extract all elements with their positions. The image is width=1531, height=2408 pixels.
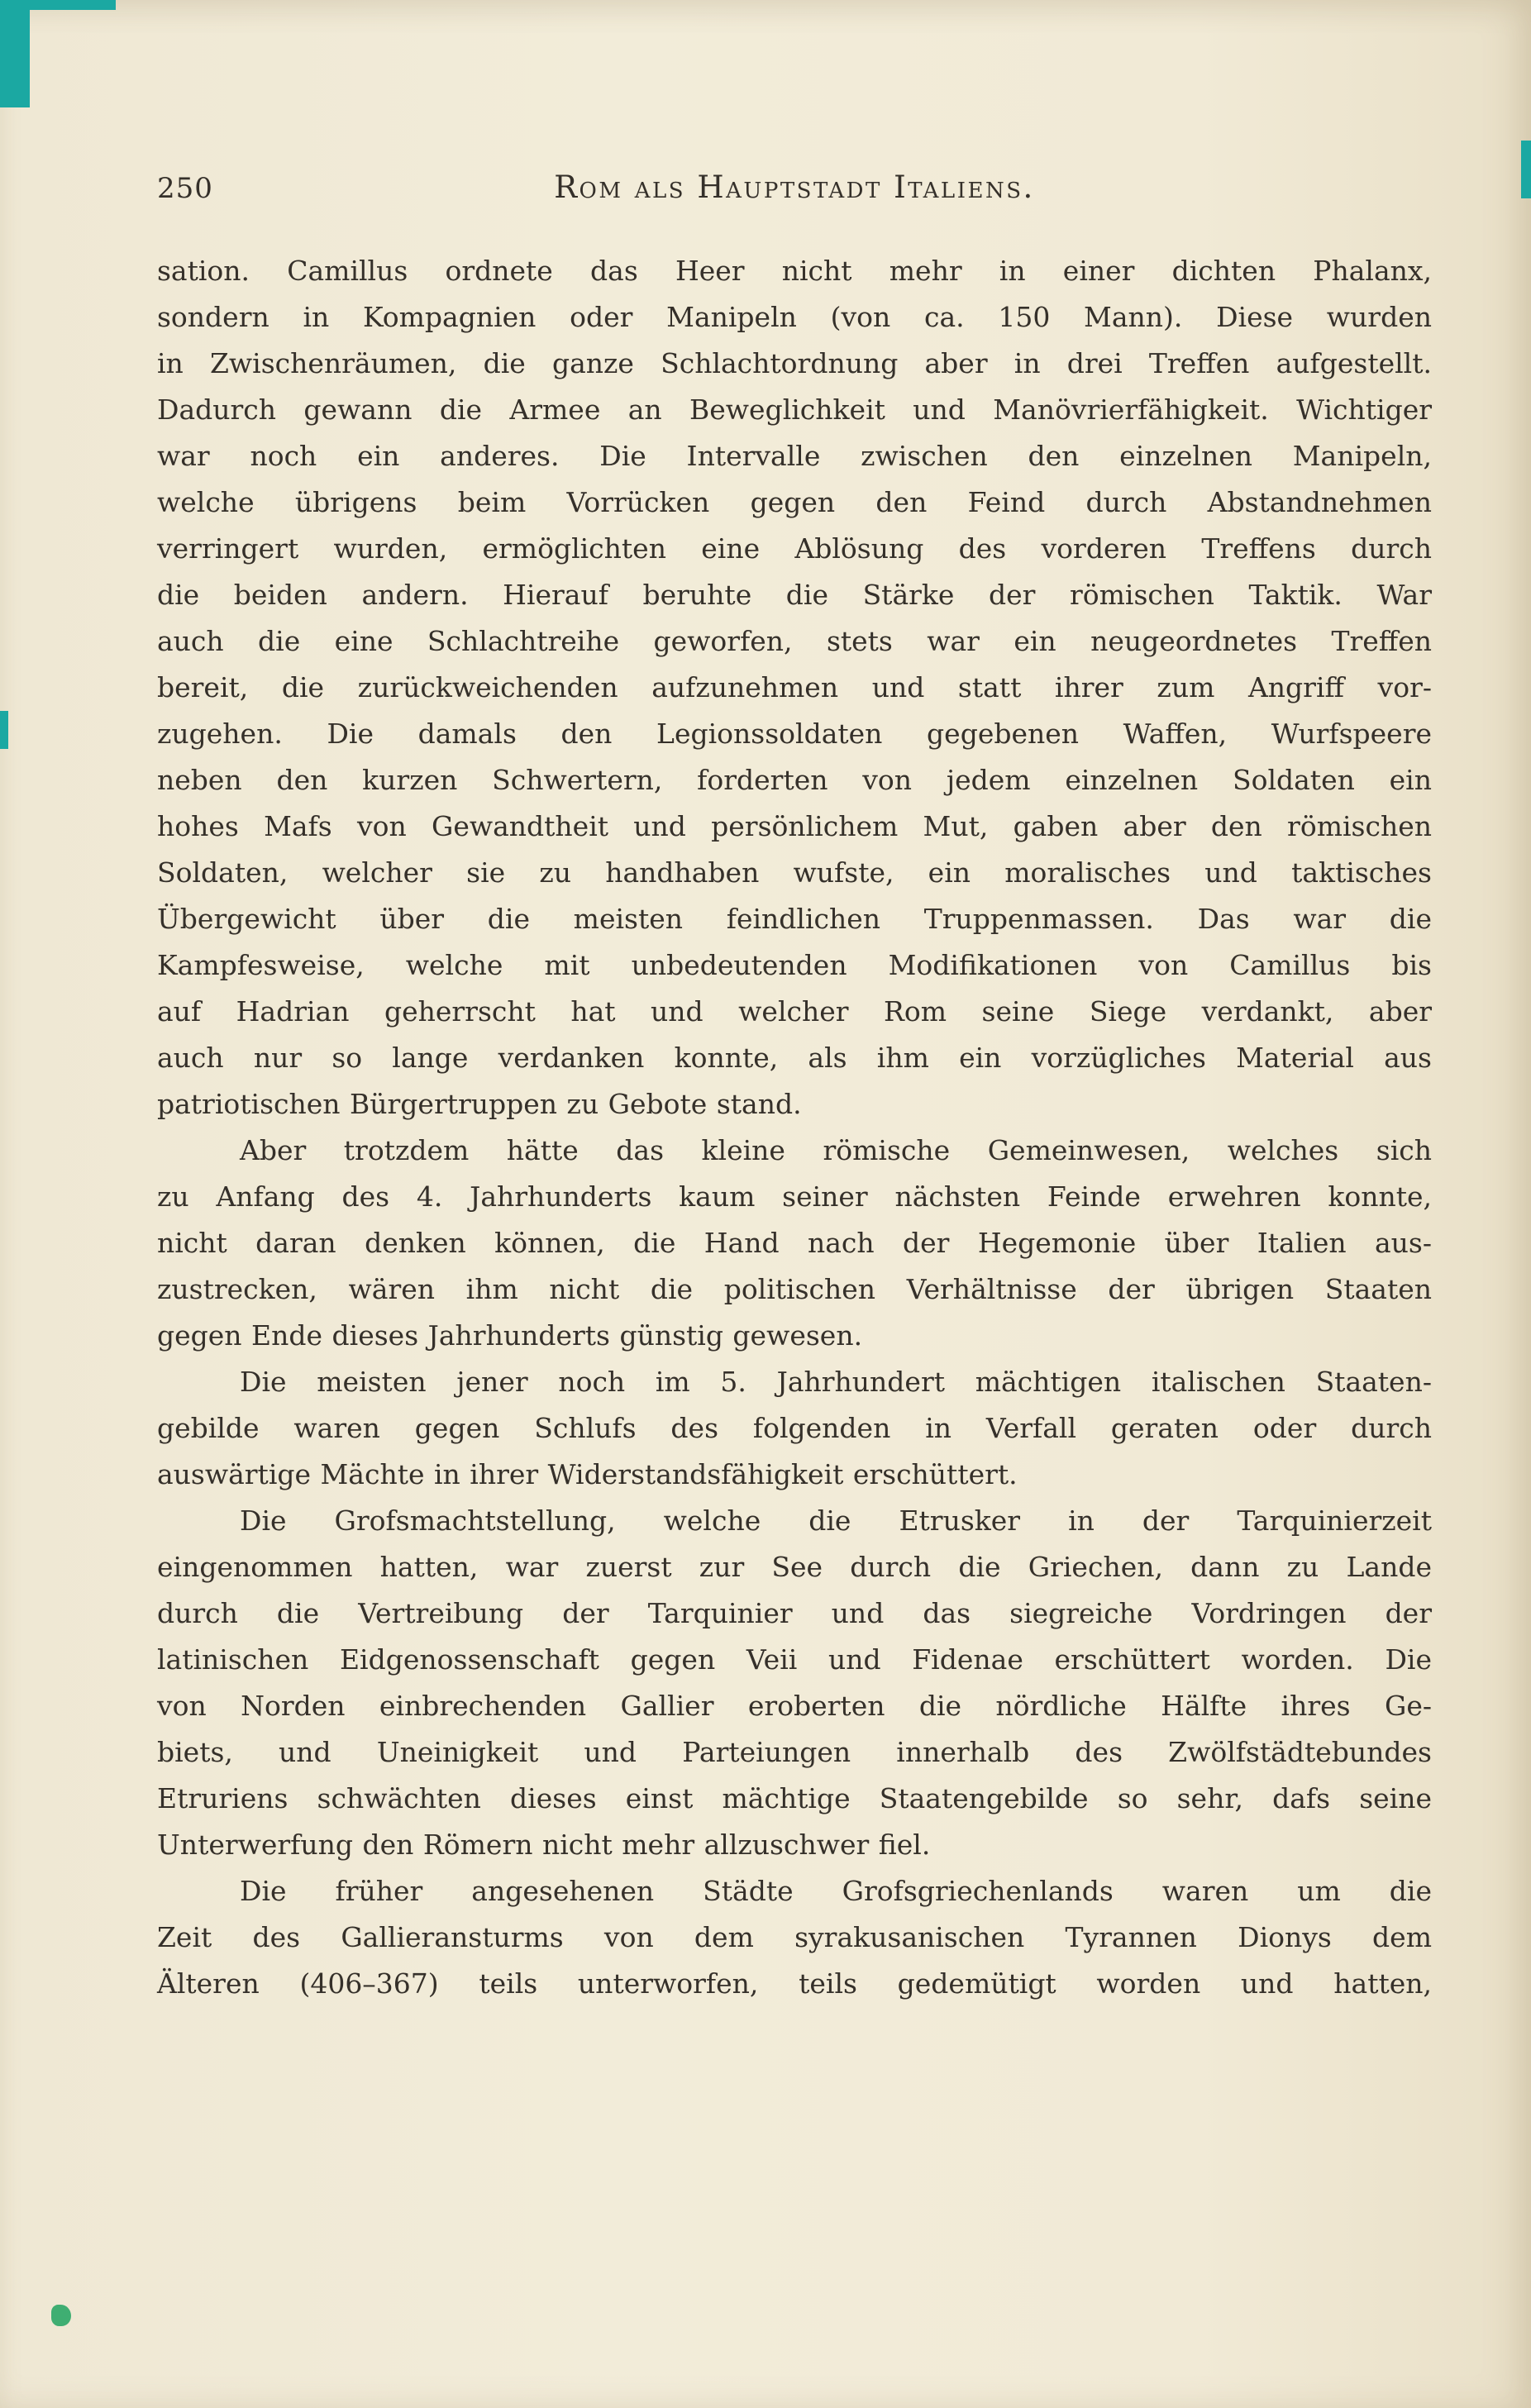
text-line: zustrecken, wären ihm nicht die politischen Verhältnisse der übrigen Staaten (157, 1273, 1432, 1305)
text-line: auf Hadrian geherrscht hat und welcher Rom seine Siege verdankt, aber (157, 995, 1432, 1028)
text-line: verringert wurden, ermöglichten eine Ablösung des vorderen Treffens durch (157, 532, 1432, 565)
text-line: Übergewicht über die meisten feindlichen Truppenmassen. Das war die (157, 903, 1432, 935)
text-line: gebilde waren gegen Schlufs des folgenden in Verfall geraten oder durch (157, 1412, 1432, 1444)
text-line: Etruriens schwächten dieses einst mächtige Staatengebilde so sehr, dafs seine (157, 1782, 1432, 1814)
text-line: eingenommen hatten, war zuerst zur See durch die Griechen, dann zu Lande (157, 1551, 1432, 1583)
scan-artifact-top-left (0, 0, 30, 107)
text-line: auswärtige Mächte in ihrer Widerstandsfähigkeit erschüttert. (157, 1458, 1018, 1490)
text-line: Die früher angesehenen Städte Grofsgriechenlands waren um die (240, 1875, 1432, 1907)
scan-artifact-top-edge (0, 0, 116, 10)
text-line: Soldaten, welcher sie zu handhaben wufste, ein moralisches und taktisches (157, 856, 1432, 889)
text-line: Dadurch gewann die Armee an Beweglichkeit und Manövrierfähigkeit. Wichtiger (157, 393, 1432, 426)
text-line: patriotischen Bürgertruppen zu Gebote stand. (157, 1088, 802, 1120)
text-line: Unterwerfung den Römern nicht mehr allzuschwer fiel. (157, 1829, 931, 1861)
text-line: auch nur so lange verdanken konnte, als ihm ein vorzügliches Material aus (157, 1042, 1432, 1074)
text-line: bereit, die zurückweichenden aufzunehmen und statt ihrer zum Angriff vor- (157, 671, 1432, 703)
text-line: Die meisten jener noch im 5. Jahrhundert mächtigen italischen Staaten- (240, 1366, 1432, 1398)
text-line: auch die eine Schlachtreihe geworfen, stets war ein neugeordnetes Treffen (157, 625, 1432, 657)
scan-artifact-right-edge (1521, 141, 1531, 198)
text-line: zu Anfang des 4. Jahrhunderts kaum seiner nächsten Feinde erwehren konnte, (157, 1180, 1432, 1213)
text-line: durch die Vertreibung der Tarquinier und das siegreiche Vordringen der (157, 1597, 1432, 1629)
text-line: von Norden einbrechenden Gallier eroberten die nördliche Hälfte ihres Ge- (157, 1690, 1432, 1722)
text-line: Aber trotzdem hätte das kleine römische Gemeinwesen, welches sich (240, 1134, 1432, 1166)
text-line: in Zwischenräumen, die ganze Schlachtordnung aber in drei Treffen aufgestellt. (157, 347, 1432, 379)
scan-artifact-left-edge (0, 711, 8, 749)
text-line: neben den kurzen Schwertern, forderten von jedem einzelnen Soldaten ein (157, 764, 1432, 796)
text-line: Zeit des Gallieransturms von dem syrakusanischen Tyrannen Dionys dem (157, 1921, 1432, 1953)
text-line: sation. Camillus ordnete das Heer nicht mehr in einer dichten Phalanx, (157, 255, 1432, 287)
text-line: sondern in Kompagnien oder Manipeln (von ca. 150 Mann). Diese wurden (157, 301, 1432, 333)
text-line: zugehen. Die damals den Legionssoldaten gegebenen Waffen, Wurfspeere (157, 718, 1432, 750)
text-line: Die Grofsmachtstellung, welche die Etrusker in der Tarquinierzeit (240, 1504, 1432, 1537)
running-header: Rom als Hauptstadt Italiens. (554, 169, 1035, 205)
text-line: Kampfesweise, welche mit unbedeutenden Modifikationen von Camillus bis (157, 949, 1432, 981)
text-line: nicht daran denken können, die Hand nach der Hegemonie über Italien aus- (157, 1227, 1432, 1259)
page-header-row (157, 169, 1432, 205)
text-line: hohes Mafs von Gewandtheit und persönlichem Mut, gaben aber den römischen (157, 810, 1432, 842)
text-line: gegen Ende dieses Jahrhunderts günstig gewesen. (157, 1319, 863, 1352)
text-line: welche übrigens beim Vorrücken gegen den Feind durch Abstandnehmen (157, 486, 1432, 518)
body-text (157, 248, 1432, 2007)
text-line: die beiden andern. Hierauf beruhte die Stärke der römischen Taktik. War (157, 579, 1432, 611)
text-line: war noch ein anderes. Die Intervalle zwischen den einzelnen Manipeln, (157, 440, 1432, 472)
page-number: 250 (157, 172, 213, 205)
text-line: biets, und Uneinigkeit und Parteiungen innerhalb des Zwölfstädtebundes (157, 1736, 1432, 1768)
text-line: latinischen Eidgenossenschaft gegen Veii und Fidenae erschüttert worden. Die (157, 1643, 1432, 1676)
scan-artifact-bottom-left (51, 2305, 71, 2326)
text-line: Älteren (406–367) teils unterworfen, teils gedemütigt worden und hatten, (157, 1967, 1432, 2000)
